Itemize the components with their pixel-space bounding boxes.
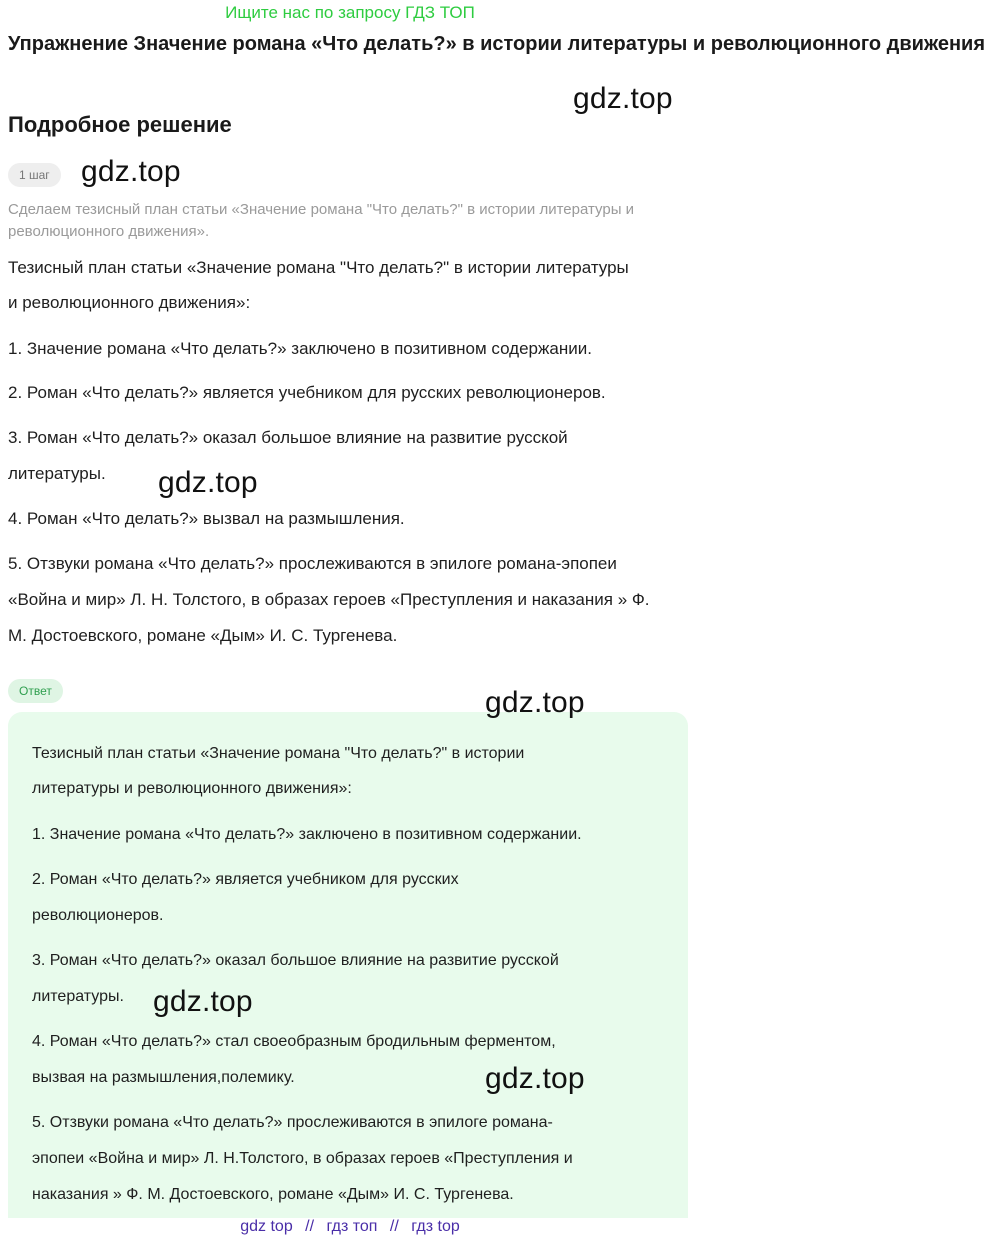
watermark: gdz.top — [153, 985, 253, 1018]
answer-badge: Ответ — [8, 679, 63, 703]
solution-line: 2. Роман «Что делать?» является учебником для русских революционеров. — [8, 383, 606, 402]
watermark: gdz.top — [158, 466, 258, 499]
solution-line: 3. Роман «Что делать?» оказал большое влияние на развитие русской — [8, 428, 568, 447]
step-badge: 1 шаг — [8, 163, 61, 187]
solution-line: Тезисный план статьи «Значение романа "Что делать?" в истории литературы — [8, 258, 629, 277]
footer-separator: // — [389, 1218, 399, 1235]
answer-line: литературы и революционного движения»: — [32, 780, 352, 797]
solution-line: 5. Отзвуки романа «Что делать?» прослеживаются в эпилоге романа-эпопеи — [8, 554, 617, 573]
section-title: Подробное решение — [8, 112, 232, 137]
answer-line: 5. Отзвуки романа «Что делать?» прослеживаются в эпилоге романа- — [32, 1114, 553, 1131]
page-title: Упражнение Значение романа «Что делать?» в истории литературы и революционного движения — [8, 33, 985, 55]
answer-line: эпопеи «Война и мир» Л. Н.Толстого, в образах героев «Преступления и — [32, 1150, 573, 1167]
answer-line: Тезисный план статьи «Значение романа "Что делать?" в истории — [32, 745, 525, 762]
solution-line: 4. Роман «Что делать?» вызвал на размышления. — [8, 509, 405, 528]
solution-line: и революционного движения»: — [8, 293, 251, 312]
answer-line: 4. Роман «Что делать?» стал своеобразным бродильным ферментом, — [32, 1033, 556, 1050]
solution-line: литературы. — [8, 464, 106, 483]
footer-links — [0, 1218, 700, 1236]
solution-line: «Война и мир» Л. Н. Толстого, в образах героев «Преступления и наказания » Ф. — [8, 590, 650, 609]
solution-line: 1. Значение романа «Что делать?» заключено в позитивном содержании. — [8, 339, 592, 358]
watermark: gdz.top — [573, 82, 673, 115]
answer-line: 3. Роман «Что делать?» оказал большое влияние на развитие русской — [32, 952, 559, 969]
watermark: gdz.top — [485, 1062, 585, 1095]
search-banner[interactable]: Ищите нас по запросу ГДЗ ТОП — [225, 3, 475, 22]
footer-link-gdz-top[interactable]: gdz top — [240, 1218, 293, 1235]
step-intro: Сделаем тезисный план статьи «Значение романа "Что делать?" в истории литературы и революционного движения». — [8, 201, 635, 240]
watermark: gdz.top — [485, 686, 585, 719]
solution-line: М. Достоевского, романе «Дым» И. С. Тургенева. — [8, 626, 398, 645]
watermark: gdz.top — [81, 155, 181, 188]
answer-line: наказания » Ф. М. Достоевского, романе «Дым» И. С. Тургенева. — [32, 1186, 514, 1203]
footer-separator: // — [305, 1218, 315, 1235]
answer-line: 2. Роман «Что делать?» является учебником для русских — [32, 871, 459, 888]
answer-line: вызвая на размышления,полемику. — [32, 1069, 295, 1086]
answer-line: литературы. — [32, 988, 124, 1005]
footer-link-gdz-top-mixed[interactable]: гдз top — [411, 1218, 460, 1235]
answer-line: революционеров. — [32, 907, 164, 924]
footer-link-gdz-top-ru[interactable]: гдз топ — [326, 1218, 378, 1235]
answer-line: 1. Значение романа «Что делать?» заключено в позитивном содержании. — [32, 826, 582, 843]
